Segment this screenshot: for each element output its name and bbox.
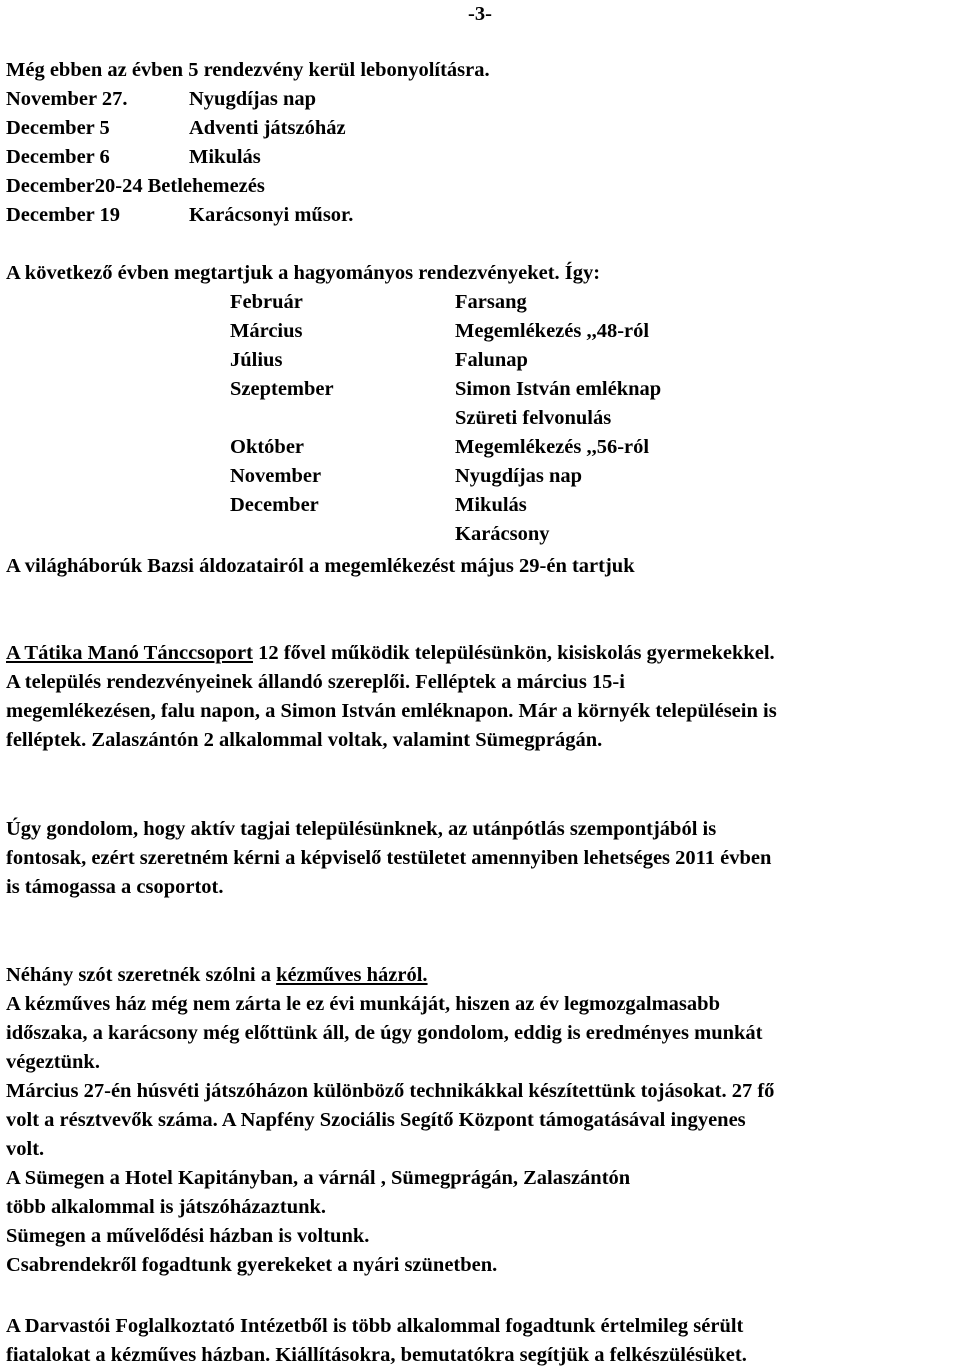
paragraph-line: A Darvastói Foglalkoztató Intézetből is több alkalommal fogadtunk értelmileg sérült bbox=[6, 1315, 744, 1337]
calendar-event: Falunap bbox=[455, 349, 528, 371]
list-item bbox=[6, 145, 946, 169]
event-date: December 6 bbox=[6, 146, 110, 168]
list-item bbox=[6, 203, 946, 227]
event-date: November 27. bbox=[6, 88, 128, 110]
calendar-month: December bbox=[230, 494, 319, 516]
next-year-intro: A következő évben megtartjuk a hagyományos rendezvényeket. Így: bbox=[6, 262, 601, 284]
craft-house-intro bbox=[6, 963, 428, 987]
ww-memorial-line: A világháborúk Bazsi áldozatairól a megemlékezést május 29-én tartjuk bbox=[6, 555, 635, 577]
paragraph-line: volt a résztvevők száma. A Napfény Szociális Segítő Központ támogatásával ingyenes bbox=[6, 1109, 746, 1131]
calendar-event: Farsang bbox=[455, 291, 527, 313]
paragraph-line: Úgy gondolom, hogy aktív tagjai településünknek, az utánpótlás szempontjából is bbox=[6, 818, 717, 840]
page-number: -3- bbox=[468, 3, 492, 25]
paragraph-line: Sümegen a művelődési házban is voltunk. bbox=[6, 1225, 370, 1247]
paragraph-line: volt. bbox=[6, 1138, 45, 1160]
paragraph-line: felléptek. Zalaszántón 2 alkalommal voltak, valamint Sümegprágán. bbox=[6, 729, 603, 751]
calendar-month: Július bbox=[230, 349, 283, 371]
calendar-month: Október bbox=[230, 436, 305, 458]
paragraph-line: A Sümegen a Hotel Kapitányban, a várnál , Sümegprágán, Zalaszántón bbox=[6, 1167, 631, 1189]
paragraph-line: Március 27-én húsvéti játszóházon különböző technikákkal készítettünk tojásokat. 27 fő bbox=[6, 1080, 775, 1102]
event-name: Nyugdíjas nap bbox=[189, 88, 317, 110]
event-name: Adventi játszóház bbox=[189, 117, 346, 139]
paragraph-line: Csabrendekről fogadtunk gyerekeket a nyári szünetben. bbox=[6, 1254, 498, 1276]
event-date: December 5 bbox=[6, 117, 110, 139]
calendar-event: Karácsony bbox=[455, 523, 550, 545]
paragraph-line bbox=[6, 641, 775, 665]
intro-line: Még ebben az évben 5 rendezvény kerül lebonyolításra. bbox=[6, 59, 490, 81]
event-date: December20-24 bbox=[6, 175, 143, 197]
paragraph-line: A kézműves ház még nem zárta le ez évi munkáját, hiszen az év legmozgalmasabb bbox=[6, 993, 720, 1015]
calendar-event: Szüreti felvonulás bbox=[455, 407, 612, 429]
event-name: Mikulás bbox=[189, 146, 261, 168]
paragraph-line: is támogassa a csoportot. bbox=[6, 876, 224, 898]
paragraph-line: fontosak, ezért szeretném kérni a képviselő testületet amennyiben lehetséges 2011 évben bbox=[6, 847, 772, 869]
calendar-event: Megemlékezés ,,48-ról bbox=[455, 320, 650, 342]
paragraph-line: időszaka, a karácsony még előttünk áll, de úgy gondolom, eddig is eredményes munkát bbox=[6, 1022, 763, 1044]
craft-house-intro-prefix: Néhány szót szeretnék szólni a bbox=[6, 964, 277, 986]
paragraph-line: több alkalommal is játszóházaztunk. bbox=[6, 1196, 327, 1218]
paragraph-line: végeztünk. bbox=[6, 1051, 100, 1073]
paragraph-line: fiatalokat a kézműves házban. Kiállításokra, bemutatókra segítjük a felkészülésüket. bbox=[6, 1344, 747, 1366]
list-item bbox=[6, 116, 946, 140]
list-item bbox=[6, 174, 946, 198]
calendar-month: November bbox=[230, 465, 322, 487]
dance-group-name: A Tátika Manó Tánccsoport bbox=[6, 642, 253, 664]
calendar-month: Március bbox=[230, 320, 303, 342]
craft-house-link: kézműves házról. bbox=[276, 964, 428, 986]
event-name: Betlehemezés bbox=[147, 175, 265, 197]
event-date: December 19 bbox=[6, 204, 121, 226]
event-name: Karácsonyi műsor. bbox=[189, 204, 354, 226]
calendar-event: Nyugdíjas nap bbox=[455, 465, 583, 487]
calendar-event: Simon István emléknap bbox=[455, 378, 662, 400]
paragraph-line: megemlékezésen, falu napon, a Simon István emléknapon. Már a környék településein is bbox=[6, 700, 777, 722]
list-item bbox=[6, 87, 946, 111]
paragraph-line: A település rendezvényeinek állandó szereplői. Felléptek a március 15-i bbox=[6, 671, 625, 693]
calendar-event: Mikulás bbox=[455, 494, 527, 516]
dance-group-line1-rest: 12 fővel működik településünkön, kisiskolás gyermekekkel. bbox=[252, 642, 775, 664]
calendar-event: Megemlékezés ,,56-ról bbox=[455, 436, 650, 458]
calendar-month: Szeptember bbox=[230, 378, 334, 400]
calendar-month: Február bbox=[230, 291, 303, 313]
